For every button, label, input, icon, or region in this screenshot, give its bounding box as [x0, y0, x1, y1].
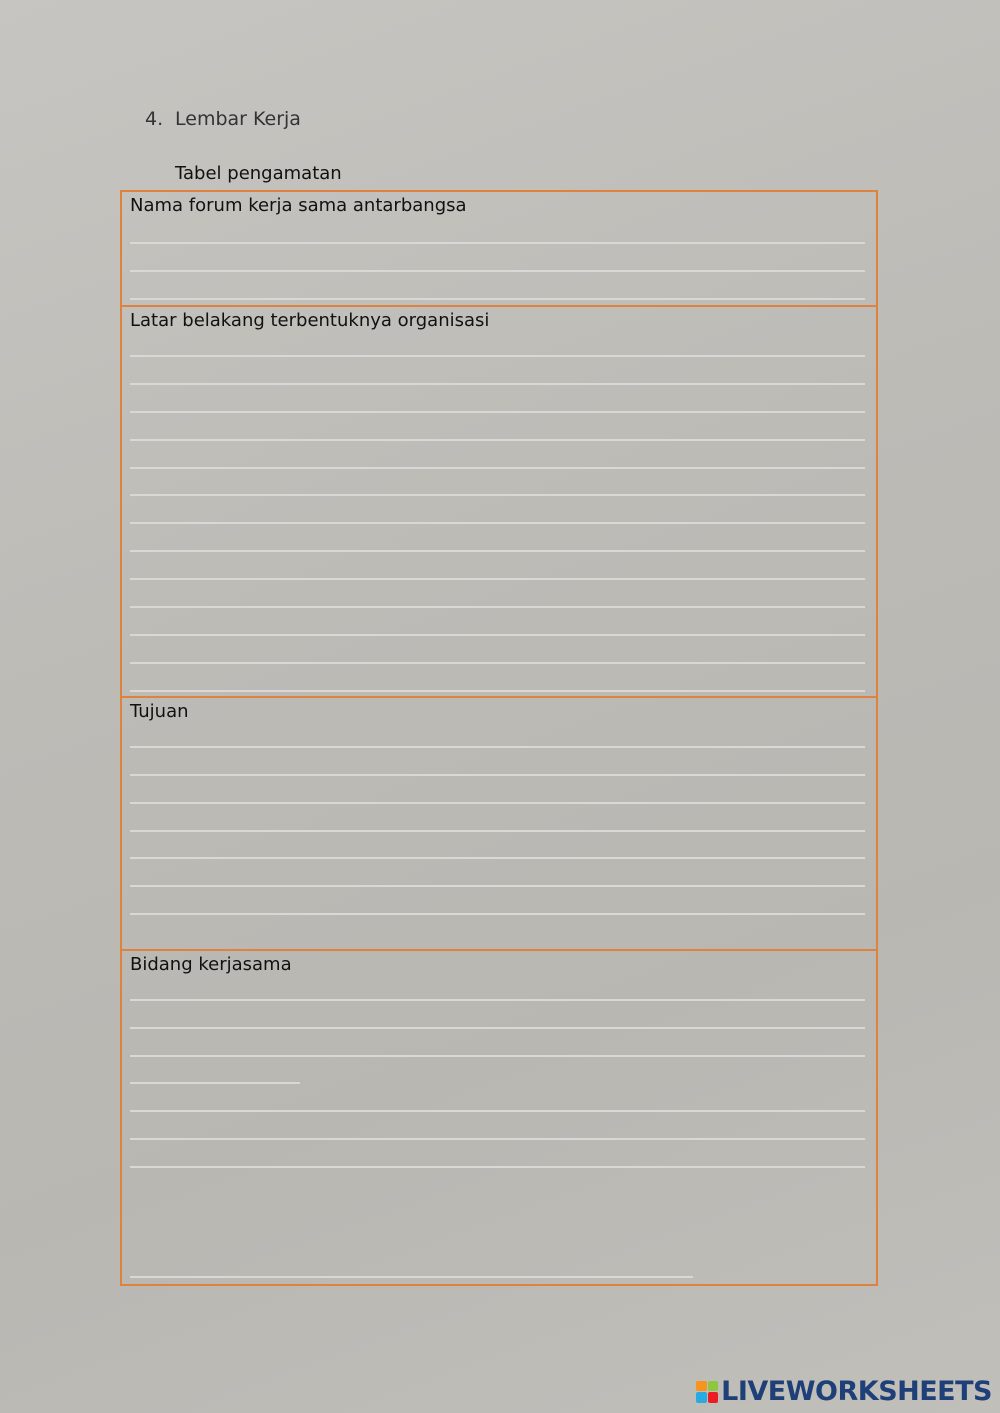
answer-line[interactable] [130, 383, 865, 385]
answer-line[interactable] [130, 606, 865, 608]
heading-text: Lembar Kerja [175, 108, 301, 130]
answer-line[interactable] [130, 578, 865, 580]
answer-line[interactable] [130, 774, 865, 776]
answer-line[interactable] [130, 999, 865, 1001]
answer-line[interactable] [130, 1110, 865, 1112]
section-cooperation-field [122, 949, 876, 1286]
section-background [122, 305, 876, 698]
answer-line[interactable] [130, 355, 865, 357]
logo-text: LIVEWORKSHEETS [721, 1376, 992, 1407]
answer-line[interactable] [130, 1082, 300, 1084]
answer-line[interactable] [130, 913, 865, 915]
answer-line[interactable] [130, 1276, 693, 1278]
answer-line[interactable] [130, 634, 865, 636]
liveworksheets-logo [696, 1376, 992, 1407]
section-purpose [122, 696, 876, 951]
section-title-forum-name: Nama forum kerja sama antarbangsa [130, 195, 467, 216]
answer-line[interactable] [130, 522, 865, 524]
answer-line[interactable] [130, 298, 865, 300]
answer-line[interactable] [130, 467, 865, 469]
answer-line[interactable] [130, 746, 865, 748]
answer-line[interactable] [130, 270, 865, 272]
answer-line[interactable] [130, 242, 865, 244]
table-caption: Tabel pengamatan [175, 163, 342, 184]
section-title-cooperation-field: Bidang kerjasama [130, 954, 292, 975]
answer-line[interactable] [130, 857, 865, 859]
answer-line[interactable] [130, 690, 865, 692]
answer-line[interactable] [130, 802, 865, 804]
answer-line[interactable] [130, 1027, 865, 1029]
logo-badge-icon [696, 1381, 718, 1403]
answer-line[interactable] [130, 885, 865, 887]
section-forum-name [122, 192, 876, 305]
answer-line[interactable] [130, 411, 865, 413]
answer-line[interactable] [130, 550, 865, 552]
section-heading [145, 108, 301, 130]
answer-line[interactable] [130, 830, 865, 832]
answer-line[interactable] [130, 662, 865, 664]
heading-number: 4. [145, 108, 164, 130]
answer-line[interactable] [130, 1055, 865, 1057]
section-title-background: Latar belakang terbentuknya organisasi [130, 310, 490, 331]
answer-line[interactable] [130, 494, 865, 496]
observation-table [120, 190, 878, 1286]
section-title-purpose: Tujuan [130, 701, 189, 722]
answer-line[interactable] [130, 1138, 865, 1140]
answer-line[interactable] [130, 1166, 865, 1168]
answer-line[interactable] [130, 439, 865, 441]
